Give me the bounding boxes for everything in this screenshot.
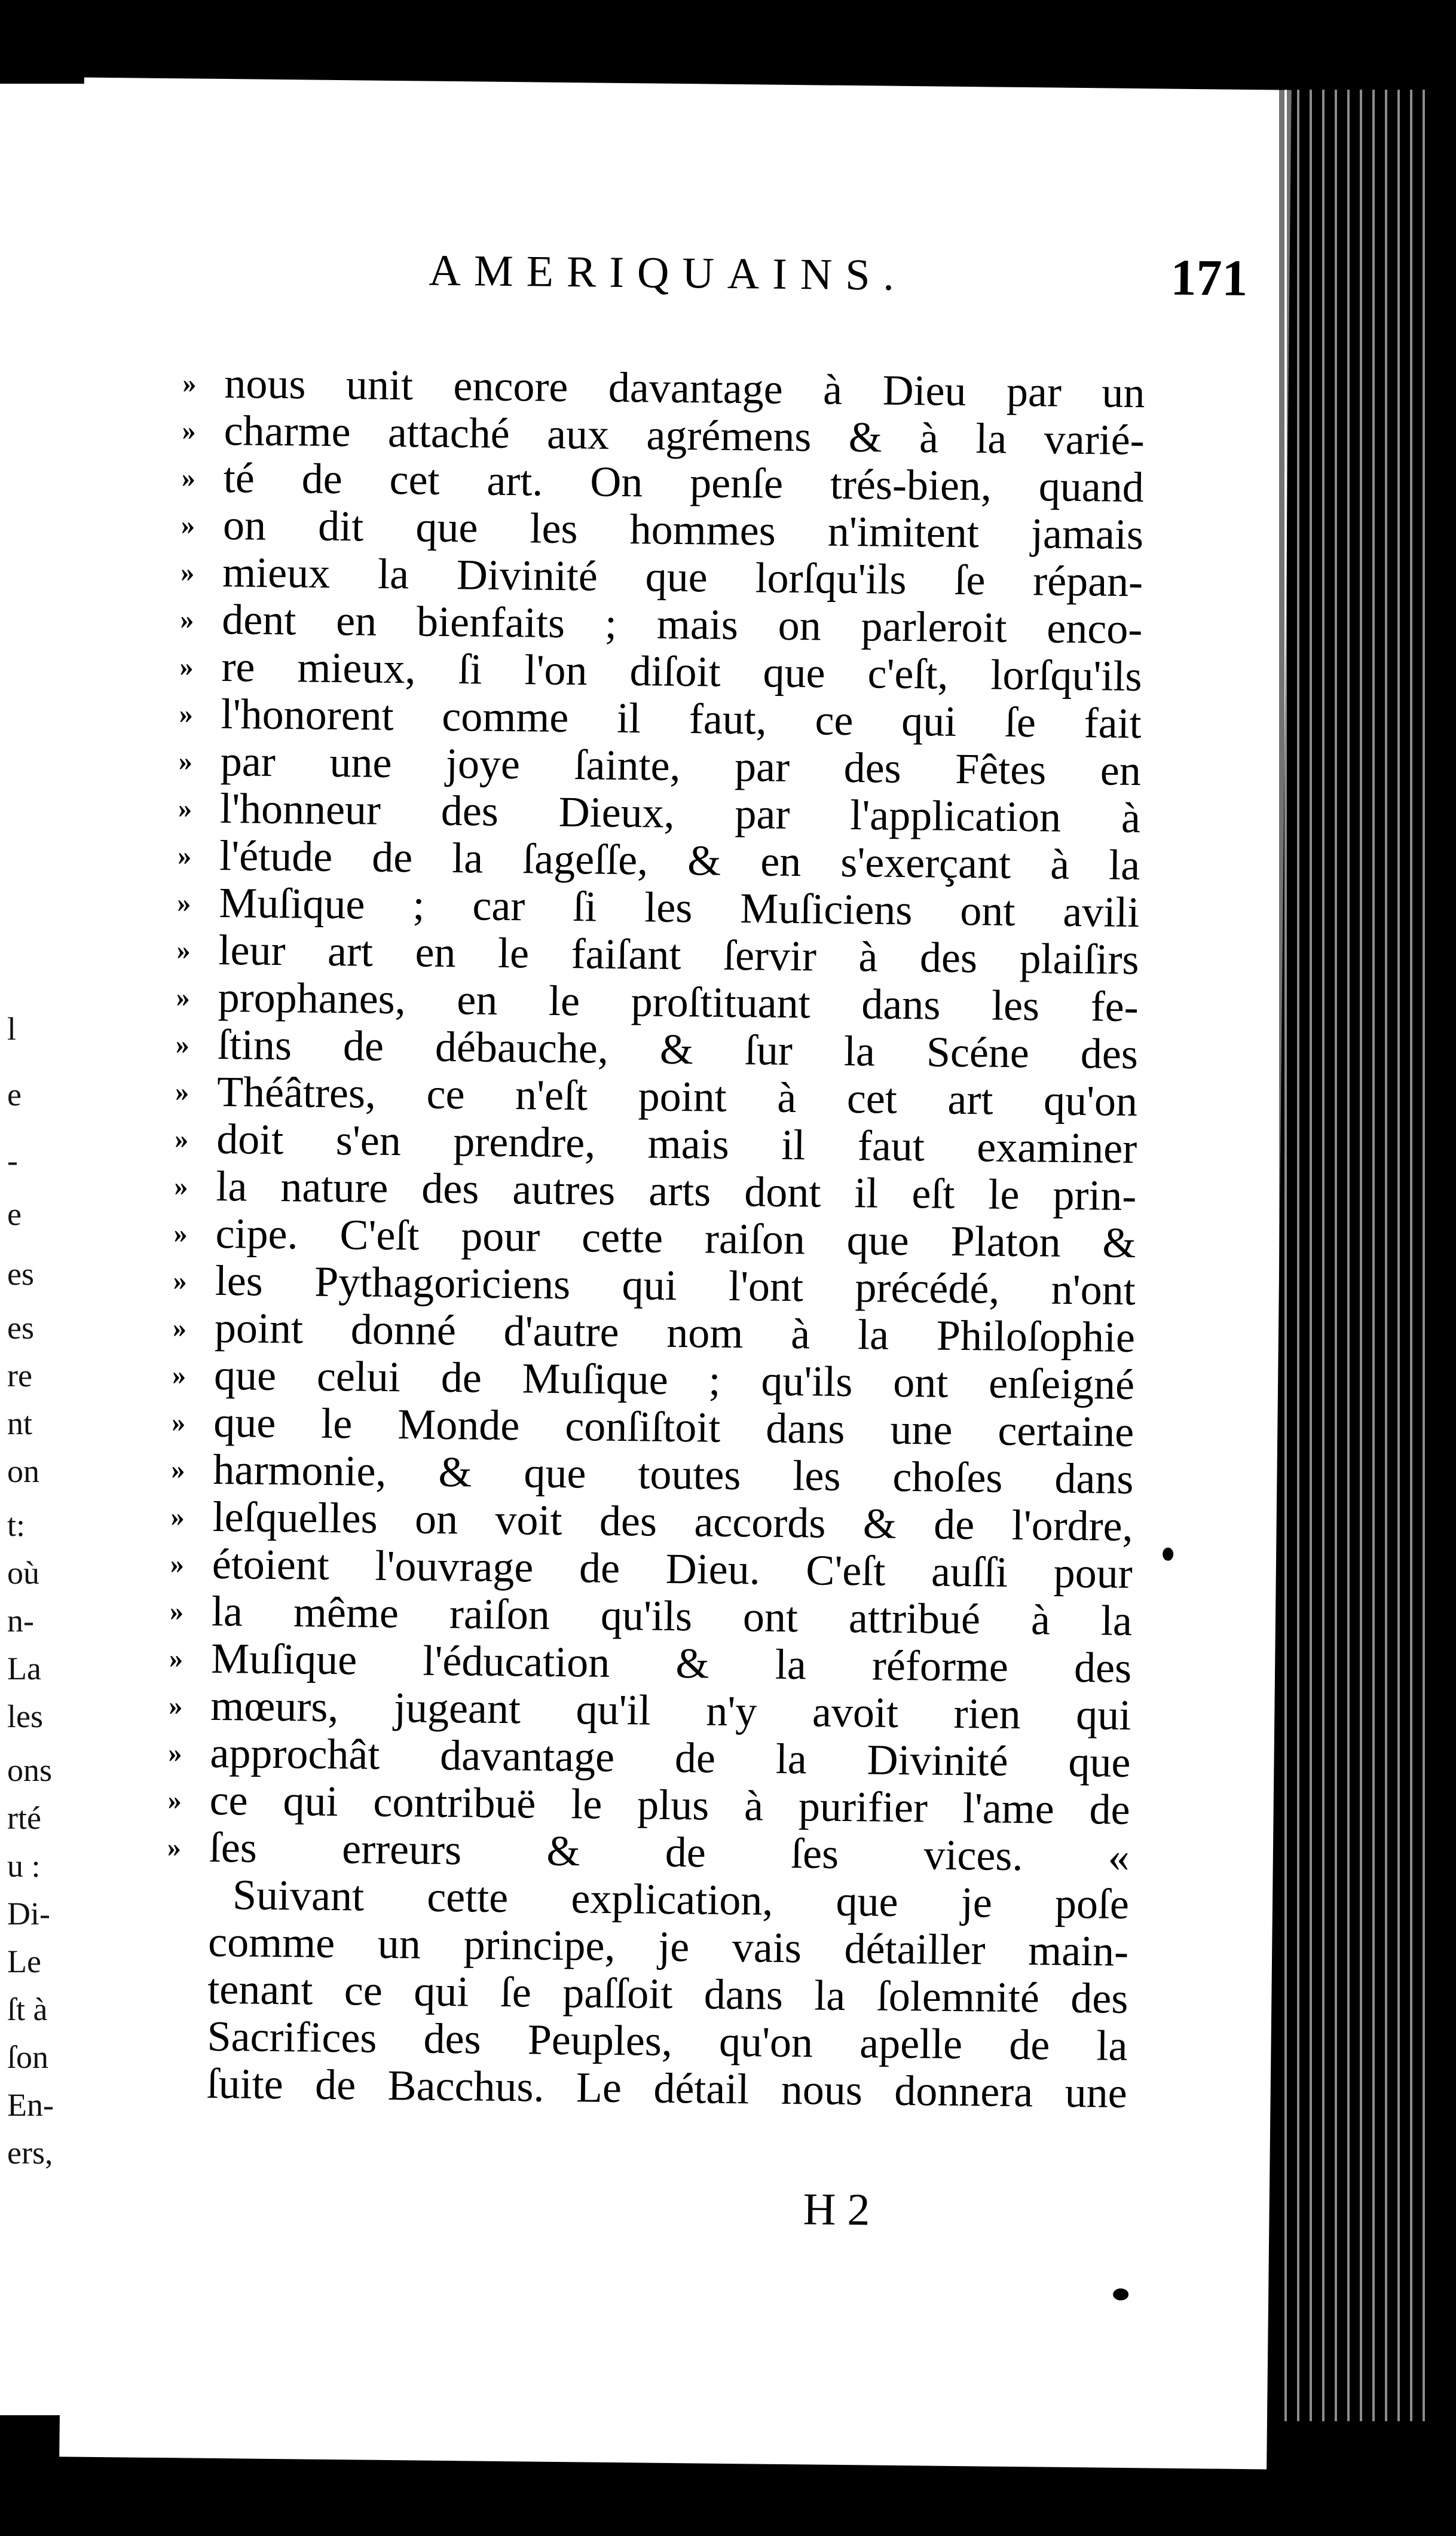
line-text: étoient l'ouvrage de Dieu. C'eſt auſſi pour: [212, 1539, 1133, 1598]
body-text: [164, 359, 1145, 2117]
line-text: Suivant cette explication, que je poſe: [232, 1871, 1130, 1929]
quotation-mark: »: [175, 1029, 190, 1060]
margin-fragment: nt: [7, 1406, 33, 1441]
line-text: la nature des autres arts dont il eſt le prin-: [216, 1162, 1137, 1220]
quotation-mark: »: [171, 1454, 185, 1485]
margin-fragment: es: [7, 1310, 34, 1346]
quotation-mark: »: [170, 1501, 185, 1532]
margin-fragment: Di-: [7, 1896, 50, 1932]
line-text: l'honneur des Dieux, par l'application à: [219, 784, 1141, 842]
quotation-mark: »: [179, 698, 194, 729]
quotation-mark: »: [178, 793, 192, 824]
line-text: nous unit encore davantage à Dieu par un: [224, 359, 1145, 417]
line-text: mieux la Divinité que lorſqu'ils ſe répan-: [222, 548, 1143, 606]
quotation-mark: »: [174, 1171, 188, 1202]
line-text: les Pythagoriciens qui l'ont précédé, n'ont: [215, 1256, 1136, 1315]
quotation-mark: »: [172, 1359, 186, 1391]
margin-fragment: La: [7, 1651, 41, 1686]
line-text: point donné d'autre nom à la Philoſophie: [214, 1303, 1136, 1362]
quotation-mark: »: [175, 1123, 189, 1154]
line-text: l'honorent comme il faut, ce qui ſe fait: [221, 689, 1142, 748]
quotation-mark: »: [167, 1832, 182, 1863]
running-head-title: AMERIQUAINS.: [429, 246, 908, 300]
quotation-mark: »: [182, 415, 196, 446]
line-text: leſquelles on voit des accords & de l'ordre,: [212, 1492, 1134, 1551]
line-text: Muſique ; car ſi les Muſiciens ont avili: [219, 878, 1140, 937]
line-text: la même raiſon qu'ils ont attribué à la: [211, 1587, 1133, 1645]
line-text: ſtins de débauche, & ſur la Scéne des: [217, 1020, 1139, 1078]
line-text: Muſique l'éducation & la réforme des: [210, 1634, 1132, 1692]
line-text: ſes erreurs & de ſes vices. «: [209, 1823, 1130, 1881]
line-text: leur art en le faiſant ſervir à des plaiſirs: [218, 925, 1139, 984]
line-text: que celui de Muſique ; qu'ils ont enſeigné: [213, 1351, 1135, 1409]
text-line: [164, 2060, 1127, 2117]
line-text: ce qui contribuë le plus à purifier l'ame de: [209, 1776, 1131, 1834]
margin-fragment: e: [7, 1077, 22, 1113]
quotation-mark: »: [172, 1312, 187, 1343]
signature-mark: H 2: [803, 2184, 870, 2235]
quotation-mark: »: [182, 368, 197, 399]
line-text: on dit que les hommes n'imitent jamais: [222, 501, 1144, 559]
quotation-mark: »: [180, 604, 194, 635]
margin-fragment: t:: [7, 1507, 26, 1543]
margin-fragment: re: [7, 1358, 32, 1394]
margin-fragment: ſon: [7, 2039, 49, 2075]
quotation-mark: »: [179, 651, 194, 682]
quotation-mark: »: [173, 1265, 188, 1296]
line-text: harmonie, & que toutes les choſes dans: [213, 1445, 1134, 1504]
margin-fragment: l: [7, 1011, 17, 1047]
line-text: re mieux, ſi l'on diſoit que c'eſt, lorſqu'ils: [221, 642, 1142, 701]
quotation-mark: »: [180, 557, 195, 588]
quotation-mark: [166, 1989, 207, 1990]
page-edge-shadow: [1279, 90, 1434, 2421]
line-text: dent en bienfaits ; mais on parleroit enco-: [221, 595, 1143, 653]
quotation-mark: »: [178, 745, 193, 777]
line-text: approchât davantage de la Divinité que: [210, 1728, 1131, 1787]
quotation-mark: »: [178, 840, 192, 871]
quotation-mark: »: [181, 509, 195, 540]
margin-fragment: -: [7, 1142, 18, 1178]
quotation-mark: »: [173, 1218, 188, 1249]
line-text: par une joye ſainte, par des Fêtes en: [220, 737, 1142, 795]
quotation-mark: »: [169, 1690, 183, 1721]
margin-fragment: ers,: [7, 2135, 53, 2171]
margin-fragment: ſt à: [7, 1991, 48, 2027]
running-head: [351, 239, 1248, 320]
line-text: Théâtres, ce n'eſt point à cet art qu'on: [216, 1067, 1138, 1126]
margin-fragment: u :: [7, 1848, 41, 1884]
quotation-mark: »: [168, 1737, 182, 1768]
line-text: mœurs, jugeant qu'il n'y avoit rien qui: [210, 1681, 1131, 1740]
quotation-mark: [165, 2083, 207, 2084]
line-text: charme attaché aux agrémens & à la varié-: [224, 407, 1145, 465]
margin-fragment: rté: [7, 1800, 41, 1836]
margin-fragment: n-: [7, 1603, 34, 1639]
page-number: 171: [1170, 248, 1248, 307]
quotation-mark: »: [175, 1076, 189, 1107]
margin-fragment: on: [7, 1453, 39, 1489]
margin-fragment: où: [7, 1555, 39, 1591]
line-text: comme un principe, je vais détailler main-: [207, 1917, 1129, 1975]
line-text: tenant ce qui ſe paſſoit dans la ſolemnité des: [207, 1964, 1128, 2022]
margin-fragment: En-: [7, 2087, 54, 2123]
margin-fragment: les: [7, 1698, 43, 1734]
line-text: prophanes, en le proſtituant dans les fe-: [218, 973, 1139, 1031]
quotation-mark: »: [169, 1596, 184, 1627]
quotation-mark: »: [167, 1785, 182, 1816]
margin-fragment: es: [7, 1256, 34, 1292]
quotation-mark: »: [176, 934, 191, 965]
quotation-mark: »: [176, 982, 191, 1013]
quotation-mark: [166, 2036, 207, 2037]
margin-fragment: Le: [7, 1944, 41, 1979]
quotation-mark: »: [177, 887, 191, 918]
line-text: l'étude de la ſageſſe, & en s'exerçant à la: [219, 831, 1140, 890]
book-page: [59, 78, 1292, 2470]
quotation-mark: »: [170, 1548, 185, 1579]
line-text: Sacrifices des Peuples, qu'on apelle de la: [207, 2012, 1128, 2070]
quotation-mark: »: [181, 462, 196, 493]
ink-speck: [1113, 2288, 1128, 2300]
line-text: que le Monde conſiſtoit dans une certaine: [213, 1398, 1134, 1456]
line-text: ſuite de Bacchus. Le détail nous donnera une: [206, 2059, 1128, 2117]
line-text: cipe. C'eſt pour cette raiſon que Platon &: [215, 1209, 1136, 1267]
line-text: doit s'en prendre, mais il faut examiner: [216, 1114, 1137, 1173]
margin-fragment: e: [7, 1196, 22, 1232]
ink-speck: [1163, 1548, 1173, 1561]
quotation-mark: »: [172, 1407, 186, 1438]
quotation-mark: »: [169, 1643, 183, 1674]
line-text: té de cet art. On penſe trés-bien, quand: [223, 454, 1145, 512]
margin-fragment: ons: [7, 1752, 53, 1788]
